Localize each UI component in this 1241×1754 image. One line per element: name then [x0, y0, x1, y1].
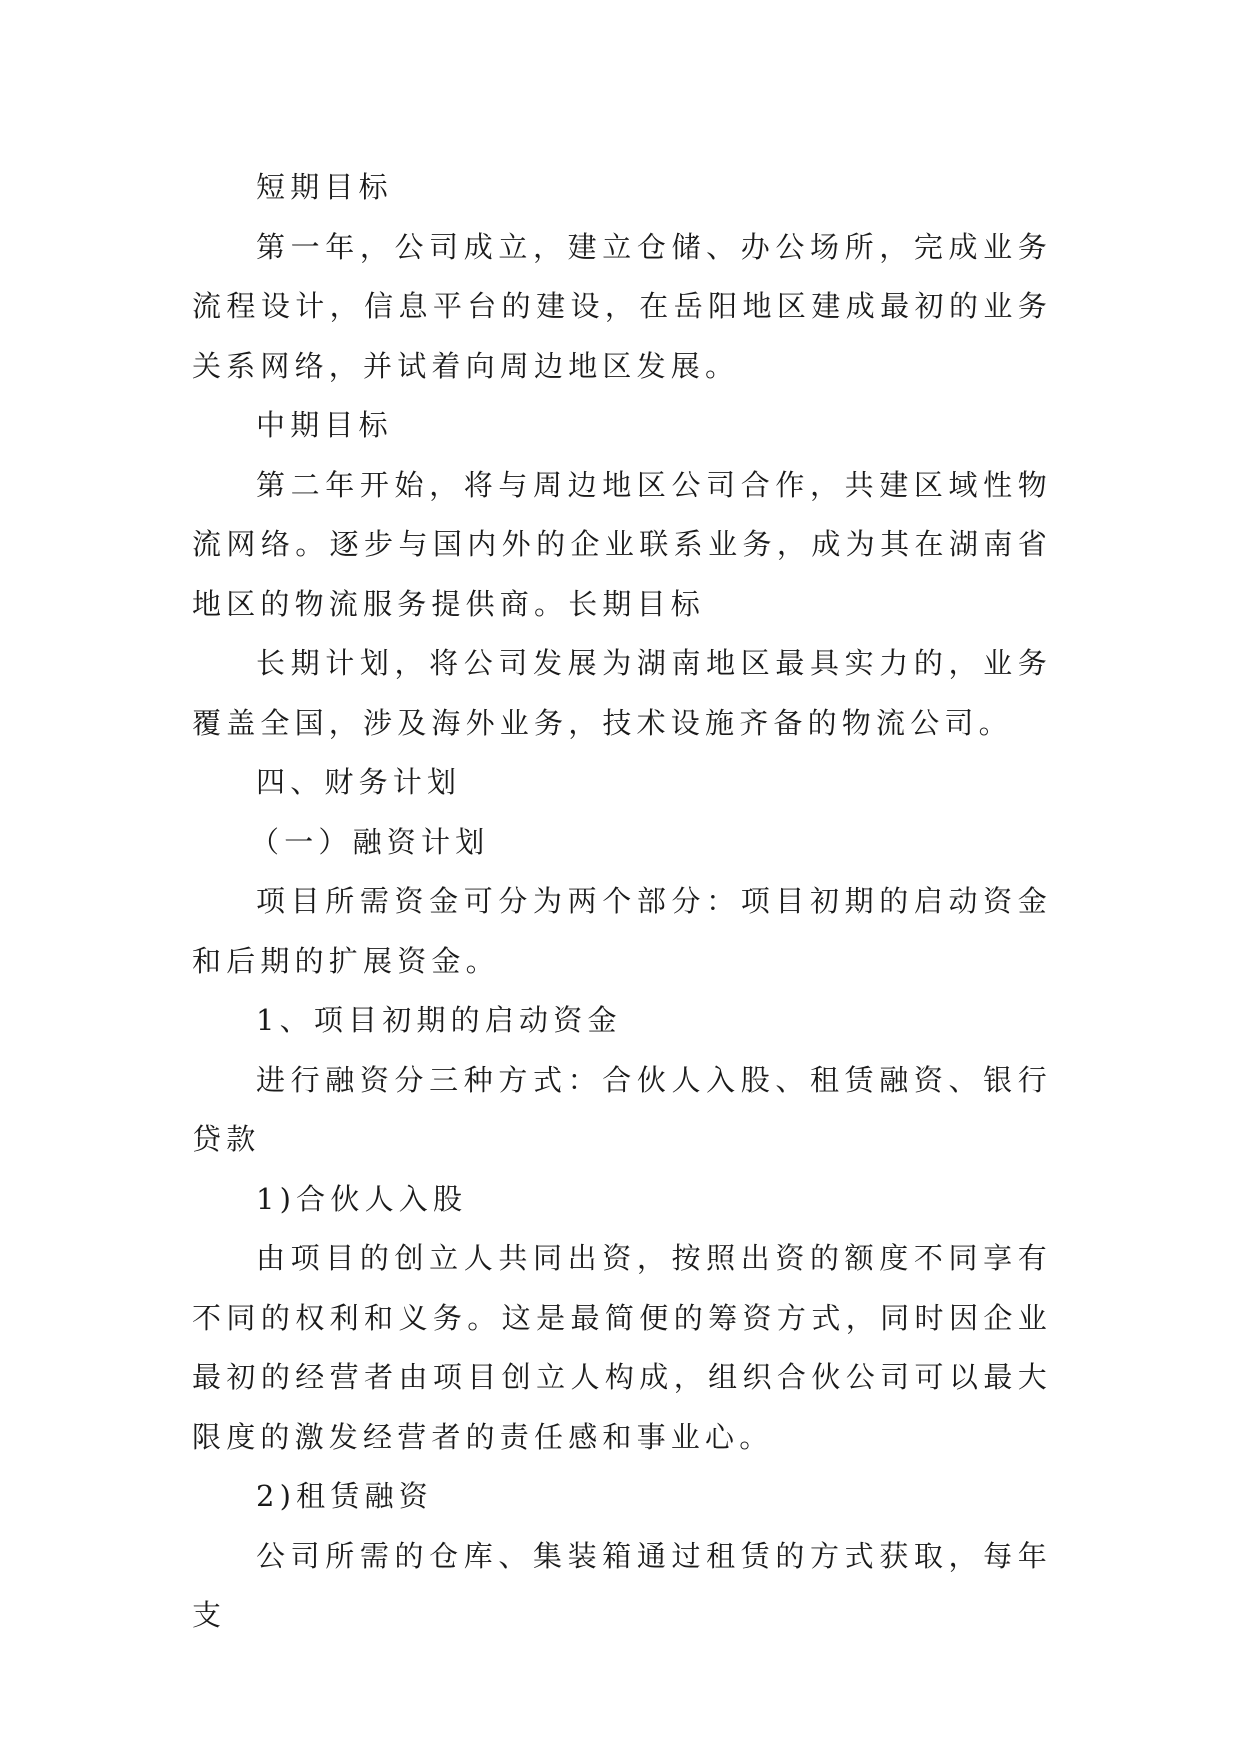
paragraph-financing-methods: 进行融资分三种方式：合伙人入股、租赁融资、银行贷款 [192, 1062, 1052, 1156]
heading-financial-plan: 四、财务计划 [256, 765, 462, 799]
paragraph-long-term-plan: 长期计划，将公司发展为湖南地区最具实力的，业务覆盖全国，涉及海外业务，技术设施齐备的物流公司。 [192, 646, 1052, 740]
heading-startup-funds: 1、项目初期的启动资金 [256, 1003, 622, 1037]
paragraph-mid-term-goal: 第二年开始，将与周边地区公司合作，共建区域性物流网络。逐步与国内外的企业联系业务，成为其在湖南省地区的物流服务提供商。长期目标 [192, 467, 1052, 621]
document-body [192, 158, 1052, 1646]
heading-mid-term-goal: 中期目标 [256, 408, 393, 442]
heading-partner-equity: 1)合伙人入股 [256, 1181, 468, 1216]
heading-lease-financing: 2)租赁融资 [256, 1479, 433, 1513]
heading-financing-plan: （一）融资计划 [250, 824, 490, 859]
paragraph-partner-equity: 由项目的创立人共同出资，按照出资的额度不同享有不同的权利和义务。这是最简便的筹资方式，同时因企业最初的经营者由项目创立人构成，组织合伙公司可以最大限度的激发经营者的责任感和事业心。 [192, 1241, 1052, 1454]
heading-short-term-goal: 短期目标 [256, 170, 393, 204]
paragraph-funding-parts: 项目所需资金可分为两个部分：项目初期的启动资金和后期的扩展资金。 [192, 884, 1052, 978]
paragraph-lease-financing: 公司所需的仓库、集装箱通过租赁的方式获取，每年支 [192, 1538, 1052, 1632]
paragraph-short-term-goal: 第一年，公司成立，建立仓储、办公场所，完成业务流程设计，信息平台的建设，在岳阳地区建成最初的业务关系网络，并试着向周边地区发展。 [192, 229, 1052, 383]
